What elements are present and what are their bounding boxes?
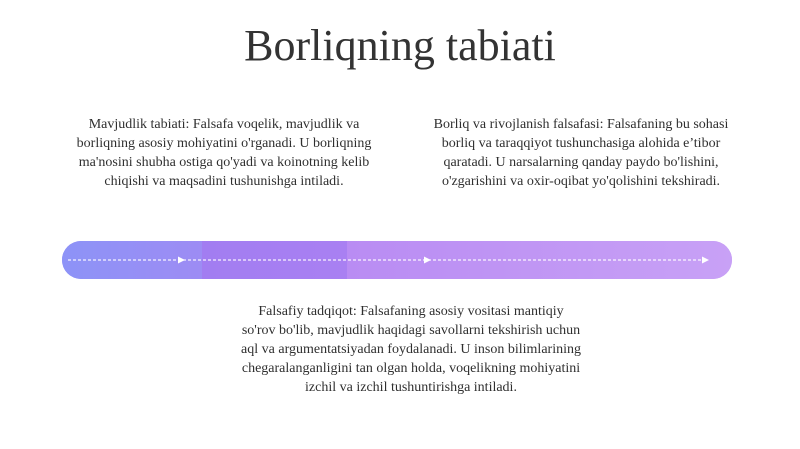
arrow-right-icon xyxy=(702,257,709,264)
timeline-arrows xyxy=(62,241,732,279)
arrow-right-icon xyxy=(424,257,431,264)
text-block-philosophical-inquiry: Falsafiy tadqiqot: Falsafaning asosiy vositasi mantiqiy so'rov bo'lib, mavjudlik haqidagi savollarni tekshirish uchun aql va argumentatsiyadan foydalanadi. U inson bilimlarining chegaralanganligini tan olgan holda, voqelikning mohiyatini izchil va izchil tushuntirishga intiladi. xyxy=(241,304,581,395)
timeline-bar xyxy=(62,241,732,279)
text-block-philosophy-of-development: Borliq va rivojlanish falsafasi: Falsafaning bu sohasi borliq va taraqqiyot tushunchasiga alohida e’tibor qaratadi. U narsalarning qanday paydo bo'lishini, o'zgarishini va oxir-oqibat yo'qolishini tekshiradi. xyxy=(433,117,729,189)
page-title: Borliqning tabiati xyxy=(244,21,556,70)
text-block-nature-of-existence: Mavjudlik tabiati: Falsafa voqelik, mavjudlik va borliqning asosiy mohiyatini o'rganadi. U borliqning ma'nosini shubha ostiga qo'yadi va koinotning kelib chiqishi va maqsadini tushunishga intiladi. xyxy=(76,117,372,189)
arrow-right-icon xyxy=(178,257,185,264)
